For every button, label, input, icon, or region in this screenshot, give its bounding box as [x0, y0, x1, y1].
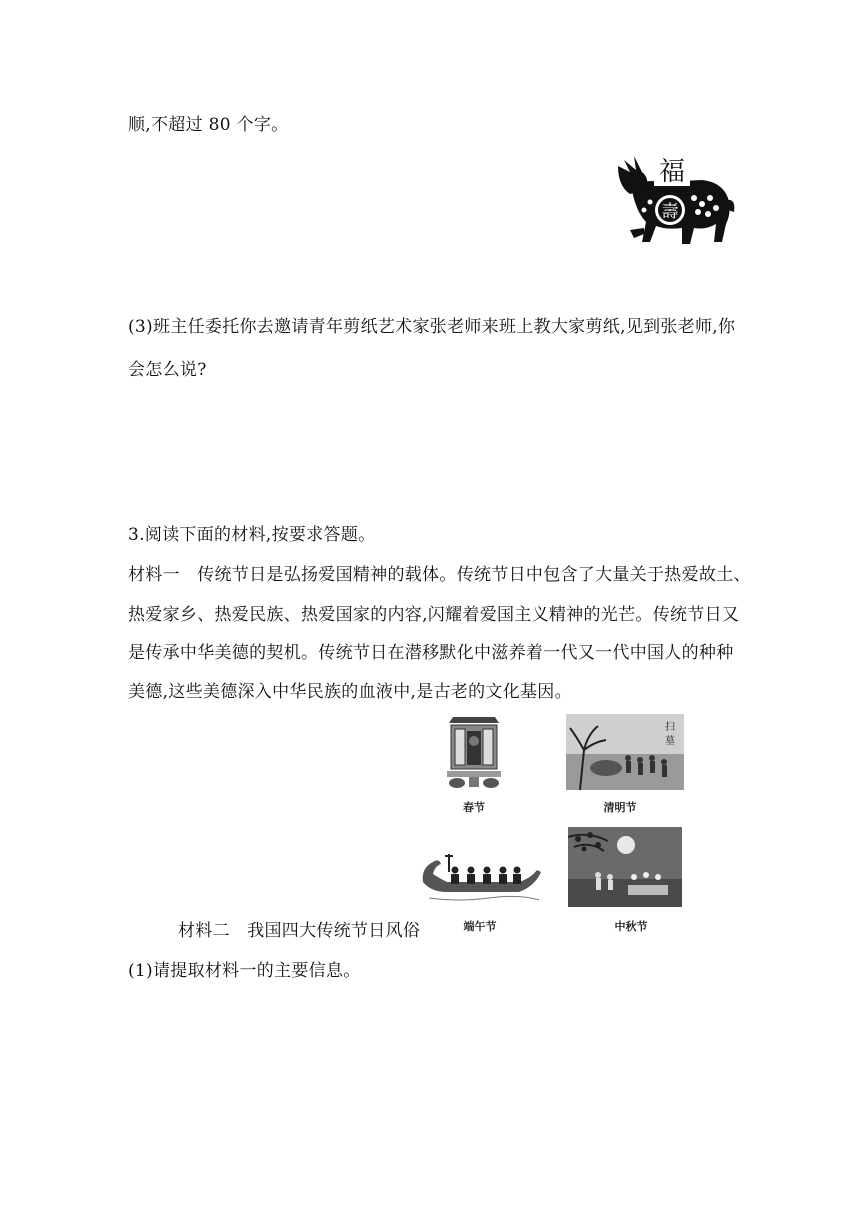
midautumn-festival-image — [568, 827, 682, 907]
sub-question-3-line2: 会怎么说? — [128, 360, 207, 380]
question-3-title: 3.阅读下面的材料,按要求答题。 — [128, 525, 376, 545]
midautumn-festival-caption: 中秋节 — [614, 920, 648, 933]
material-1-line: 是传承中华美德的契机。传统节日在潜移默化中滋养着一代又一代中国人的种种 — [128, 643, 734, 663]
spring-festival-image — [443, 713, 505, 791]
question-text-line: 顺,不超过 80 个字。 — [128, 115, 289, 135]
sub-question-3-line1: (3)班主任委托你去邀请青年剪纸艺术家张老师来班上教大家剪纸,见到张老师,你 — [128, 317, 736, 337]
spring-festival-caption: 春节 — [463, 801, 485, 814]
qingming-sign-char: 扫 — [665, 722, 675, 733]
papercut-char-shou: 壽 — [661, 202, 679, 222]
material-1-line: 材料一 传统节日是弘扬爱国精神的载体。传统节日中包含了大量关于热爱故土、 — [128, 565, 751, 585]
duanwu-festival-caption: 端午节 — [463, 920, 497, 933]
papercut-char-fu: 福 — [658, 157, 686, 187]
papercut-image — [610, 150, 736, 250]
duanwu-festival-image — [419, 848, 543, 908]
material-2-label: 材料二 我国四大传统节日风俗 — [178, 921, 421, 941]
sub-question-1: (1)请提取材料一的主要信息。 — [128, 961, 361, 981]
qingming-festival-caption: 清明节 — [603, 801, 637, 814]
material-1-line: 热爱家乡、热爱民族、热爱国家的内容,闪耀着爱国主义精神的光芒。传统节日又 — [128, 605, 740, 625]
qingming-sign-char: 墓 — [665, 736, 675, 747]
qingming-festival-image — [566, 714, 684, 790]
material-1-line: 美德,这些美德深入中华民族的血液中,是古老的文化基因。 — [128, 682, 572, 702]
